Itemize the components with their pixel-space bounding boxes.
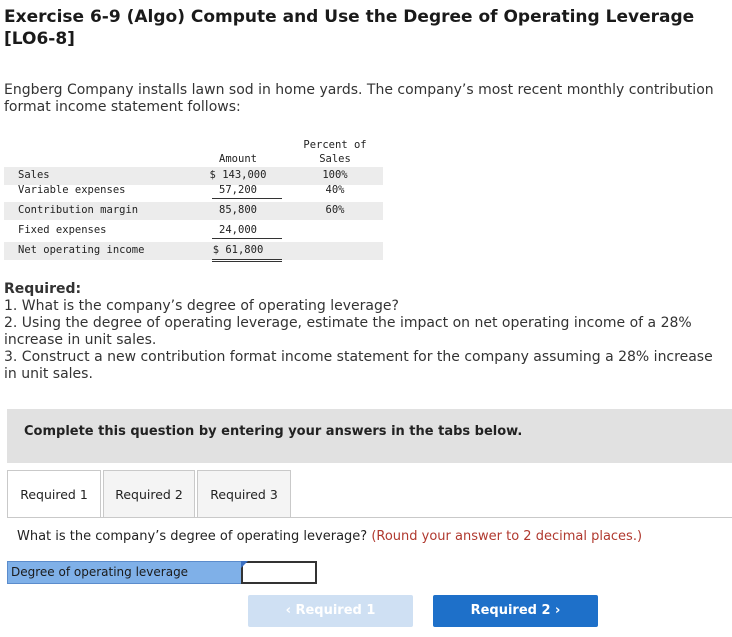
required-item-2: 2. Using the degree of operating leverage, estimate the impact on net operating income of a 28% increase in unit sales. [4,315,692,348]
banner-text: Complete this question by entering your answers in the tabs below. [24,424,523,439]
statement-row-variable-expenses [4,182,383,200]
tab-required-2[interactable]: Required 2 [103,470,195,518]
question-text: What is the company’s degree of operating leverage? [17,529,368,544]
prev-required-button[interactable]: ‹ Required 1 [248,595,413,627]
rounding-note: (Round your answer to 2 decimal places.) [371,529,643,544]
intro-text: Engberg Company installs lawn sod in home yards. The company’s most recent monthly contribution format income statement follows: [4,82,714,115]
row-label: Contribution margin [18,204,139,216]
double-underline [212,259,282,262]
input-corner-marker-icon [241,561,248,568]
row-label: Fixed expenses [18,224,107,236]
row-label: Net operating income [18,244,145,256]
amount-underline [212,238,282,239]
required-section [4,281,726,383]
percent-header-line2: Sales [319,153,351,165]
degree-of-operating-leverage-input[interactable] [241,561,317,584]
required-item-3: 3. Construct a new contribution format income statement for the company assuming a 28% increase in unit sales. [4,349,713,382]
tab-required-1[interactable]: Required 1 [7,470,101,518]
statement-row-net-operating-income [4,242,383,260]
row-label: Sales [18,169,50,181]
percent-column-header [290,138,380,166]
row-label: Variable expenses [18,184,126,196]
row-percent: 60% [325,204,345,216]
statement-row-fixed-expenses [4,222,383,240]
row-amount: 57,200 [219,184,257,196]
answer-label: Degree of operating leverage [7,561,242,584]
amount-column-header: Amount [219,153,257,165]
page-title: Exercise 6-9 (Algo) Compute and Use the Degree of Operating Leverage [LO6-8] [4,7,695,49]
required-item-1: 1. What is the company’s degree of operating leverage? [4,298,399,314]
row-amount: $ 143,000 [209,169,267,181]
next-required-button[interactable]: Required 2 › [433,595,598,627]
statement-row-contribution-margin [4,202,383,220]
row-amount: 85,800 [219,204,257,216]
statement-header [4,136,383,170]
instructions-banner [7,409,732,463]
row-amount: $ 61,800 [212,244,264,256]
row-amount: 24,000 [219,224,257,236]
tab-required-3[interactable]: Required 3 [197,470,291,518]
row-percent: 100% [322,169,348,181]
amount-underline [212,198,282,199]
row-percent: 40% [325,184,345,196]
required-heading: Required: [4,281,82,297]
question-prompt [17,529,642,544]
percent-header-line1: Percent of [303,139,367,151]
